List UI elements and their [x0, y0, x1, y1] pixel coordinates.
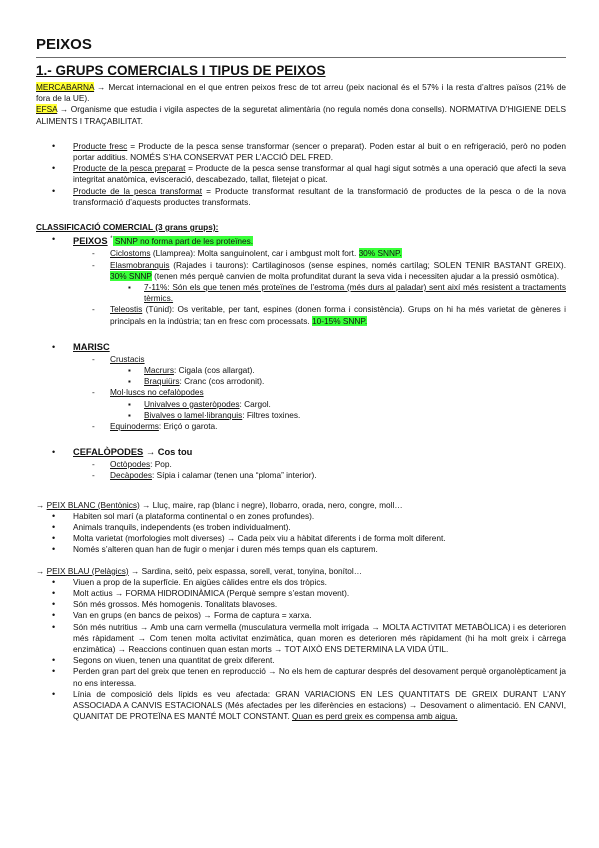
decapodes-text: : Sípia i calamar (tenen una “ploma” interior).	[151, 470, 317, 481]
peix-blau-heading	[36, 566, 566, 577]
cefalopodes-item	[36, 446, 566, 459]
ciclostoms-tag: 30% SNNP.	[358, 248, 402, 259]
list-item: • Molt actius → FORMA HIDRODINÀMICA (Perquè sempre s’estan movent).	[36, 588, 566, 599]
teleostis-text: (Túnid): Os veritable, per tant, espines (donen forma i consistència). Grups on hi ha més varietat de gèneres i principals en la indústria; tan en fresc com processats.	[110, 304, 566, 326]
ciclostoms-item	[36, 248, 566, 259]
equinoderms-text: : Eriçó o garota.	[158, 420, 218, 431]
peix-blau-label: PEIX BLAU (Pelàgics)	[46, 565, 129, 576]
elasmo-text2: (tenen més perquè canvien de molta profunditat durant la seva vida i necessiten ajudar a la pressió osmòtica).	[151, 270, 560, 281]
mercabarna-paragraph	[36, 82, 566, 104]
list-item: • Molta varietat (morfologies molt diverses) → Cada peix viu a hàbitat diferents i de forma molt diferent.	[36, 533, 566, 544]
mercabarna-text: → Mercat internacional en el que entren peixos fresc de tot arreu (peix nacional és el 57% i la resta d’altres països (21% de fora de la UE).	[36, 82, 566, 104]
octopodes-term: Octòpodes	[110, 459, 151, 470]
crustacis-label: Crustacis	[110, 353, 145, 364]
ciclostoms-text: (Llamprea): Molta sanguinolent, car i ambgust molt fort.	[150, 248, 359, 259]
peixos-item	[36, 233, 566, 248]
octopodes-text: : Pop.	[150, 459, 172, 470]
macrurs-text: : Cigala (cos allargat).	[173, 364, 255, 375]
peixos-sup: *	[110, 236, 113, 243]
peixos-note: SNNP no forma part de les proteïnes.	[112, 236, 254, 247]
classification-heading: CLASSIFICACIÓ COMERCIAL (3 grans grups):	[36, 222, 219, 233]
braquiurs-term: Braquiürs	[144, 376, 180, 387]
macrurs-term: Macrurs	[144, 364, 174, 375]
braquiurs-item	[36, 376, 566, 387]
list-item	[36, 689, 566, 723]
braquiurs-text: : Cranc (cos arrodonit).	[179, 376, 265, 387]
univalves-term: Univalves o gasteròpodes	[144, 398, 240, 409]
equinoderms-item	[36, 421, 566, 432]
definition-text: = Producte transformat resultant de la transformació de productes de la pesca o de la nova transformació d’aquests productes transformats.	[73, 185, 567, 207]
elasmobranquis-sub-item	[36, 282, 566, 304]
marisc-label: MARISC	[73, 341, 110, 352]
equinoderms-term: Equinoderms	[110, 420, 159, 431]
lipid-text: Línia de composició dels lípids es veu afectada: GRAN VARIACIONS EN LES QUANTITATS DE GREIX DURANT L’ANY ASSOCIADA A CANVIS ESTACIONALS (Més afectades per les diferències en estacions) → Desovament o alimentació. EN CANVI, QUANITAT DE PROTEÏNA ES MANTÉ MOLT CONSTANT.	[73, 688, 566, 722]
list-item: • Animals tranquils, independents (es troben individualment).	[36, 522, 566, 533]
elasmo-text: (Rajades i taurons): Cartilaginosos (sense espines, només cartílag; SOLEN TENIR BASTANT GREIX).	[169, 259, 566, 270]
lipid-underlined: Quan es perd greix es compensa amb aigua.	[291, 711, 458, 722]
cefalopodes-label: CEFALÒPODES	[73, 447, 144, 458]
ciclostoms-term: Ciclostoms	[110, 248, 151, 259]
classification-list	[36, 233, 566, 327]
peix-blanc-heading	[36, 500, 566, 511]
cefalopodes-arrow-text: → Cos tou	[143, 447, 193, 458]
bivalves-item	[36, 410, 566, 421]
section-heading: 1.- GRUPS COMERCIALS I TIPUS DE PEIXOS	[36, 63, 326, 78]
crustacis-item	[36, 354, 566, 365]
peix-blau-text: → Sardina, seitó, peix espassa, sorell, verat, tonyina, bonítol…	[128, 565, 363, 576]
univalves-text: : Cargol.	[239, 398, 271, 409]
marisc-item	[36, 341, 566, 354]
definition-text: = Producte de la pesca sense transformar (sencer o preparat). Poden estar al buit o en refrigeració, però no poden portar additius. NOMÉS S’HA CONSERVAT PER L’ACCIÓ DEL FRED.	[73, 140, 566, 163]
list-item: • Habiten sol marí (a plataforma continental o en zones profundes).	[36, 511, 566, 522]
decapodes-item	[36, 470, 566, 481]
teleostis-term: Teleostis	[110, 304, 143, 315]
macrurs-item	[36, 365, 566, 376]
list-item: • Segons on viuen, tenen una quantitat de greix diferent.	[36, 655, 566, 666]
list-item: • Són més nutritius → Amb una carn vermella (musculatura vermella molt irrigada → MOLTA ACTIVITAT METABÒLICA) i es deterioren més ràpidament → Com tenen molta activitat enzimàtica, quan moren es deterioren més ràpidament (hi ha molt greix i càrrega enzimàtica) → Reaccions continuen quan estan morts → TOT AIXÒ ENS DETERMINA LA VIDA ÚTIL.	[36, 622, 566, 656]
document-page	[36, 36, 566, 722]
list-item: • Perden gran part del greix que tenen en reproducció → No els hem de capturar després del desovament perquè organolèpticament ja no ens interessa.	[36, 666, 566, 688]
teleostis-item	[36, 304, 566, 326]
molluscs-item	[36, 387, 566, 398]
list-item: • Viuen a prop de la superfície. En aigües càlides entre els dos tròpics.	[36, 577, 566, 588]
peix-blanc-list	[36, 511, 566, 556]
arrow-icon: →	[36, 565, 47, 576]
efsa-text: → Organisme que estudia i vigila aspectes de la seguretat alimentària (no regula només dona consells). NORMATIVA D’HIGIENE DELS ALIMENTS I TRAÇABILITAT.	[36, 104, 566, 126]
decapodes-term: Decàpodes	[110, 470, 152, 481]
definition-text: = Producte de la pesca sense transformar al qual hagi sigut sotmès a una operació que afecti la seva integritat anatòmica, evisceració, descabezado, tallat, filetejat o picat.	[73, 163, 566, 185]
efsa-label: EFSA	[36, 104, 58, 115]
teleostis-tag: 10-15% SNNP.	[312, 315, 368, 326]
list-item: • Són més grossos. Més homogenis. Tonalitats blavoses.	[36, 599, 566, 610]
peix-blanc-text: → Lluç, maire, rap (blanc i negre), llobarro, orada, nero, congre, moll…	[139, 499, 403, 510]
page-title: PEIXOS	[36, 36, 92, 53]
definition-item	[36, 163, 566, 185]
list-item: • Van en grups (en bancs de peixos) → Forma de captura = xarxa.	[36, 610, 566, 621]
elasmo-term: Elasmobranquis	[110, 259, 170, 270]
definition-item	[36, 141, 566, 163]
efsa-paragraph	[36, 104, 566, 126]
mercabarna-label: MERCABARNA	[36, 82, 95, 92]
definition-term: Producte de la pesca preparat	[73, 163, 186, 174]
elasmo-sub-text: 7-11%: Són els que tenen més proteïnes de l’estroma (més durs al paladar) sent així més resistent a tractaments tèrmics.	[144, 281, 566, 304]
definition-term: Producte de la pesca transformat	[73, 185, 203, 196]
definitions-list	[36, 141, 566, 208]
definition-item	[36, 186, 566, 208]
title-divider	[36, 57, 566, 58]
elasmobranquis-item	[36, 260, 566, 282]
octopodes-item	[36, 459, 566, 470]
peix-blau-list	[36, 577, 566, 723]
arrow-icon: →	[36, 499, 47, 510]
molluscs-label: Mol·luscs no cefalòpodes	[110, 387, 204, 398]
peixos-label: PEIXOS	[73, 236, 108, 247]
univalves-item	[36, 399, 566, 410]
cefalopodes-list	[36, 446, 566, 481]
elasmo-tag: 30% SNNP	[110, 270, 152, 281]
bivalves-text: : Filtres toxines.	[242, 409, 301, 420]
marisc-list	[36, 341, 566, 432]
list-item: • Només s’alteren quan han de fugir o menjar i duren més temps quan els capturem.	[36, 544, 566, 555]
peix-blanc-label: PEIX BLANC (Bentònics)	[46, 499, 140, 510]
bivalves-term: Bivalves o lamel·libranquis	[144, 409, 243, 420]
definition-term: Producte fresc	[73, 140, 128, 151]
